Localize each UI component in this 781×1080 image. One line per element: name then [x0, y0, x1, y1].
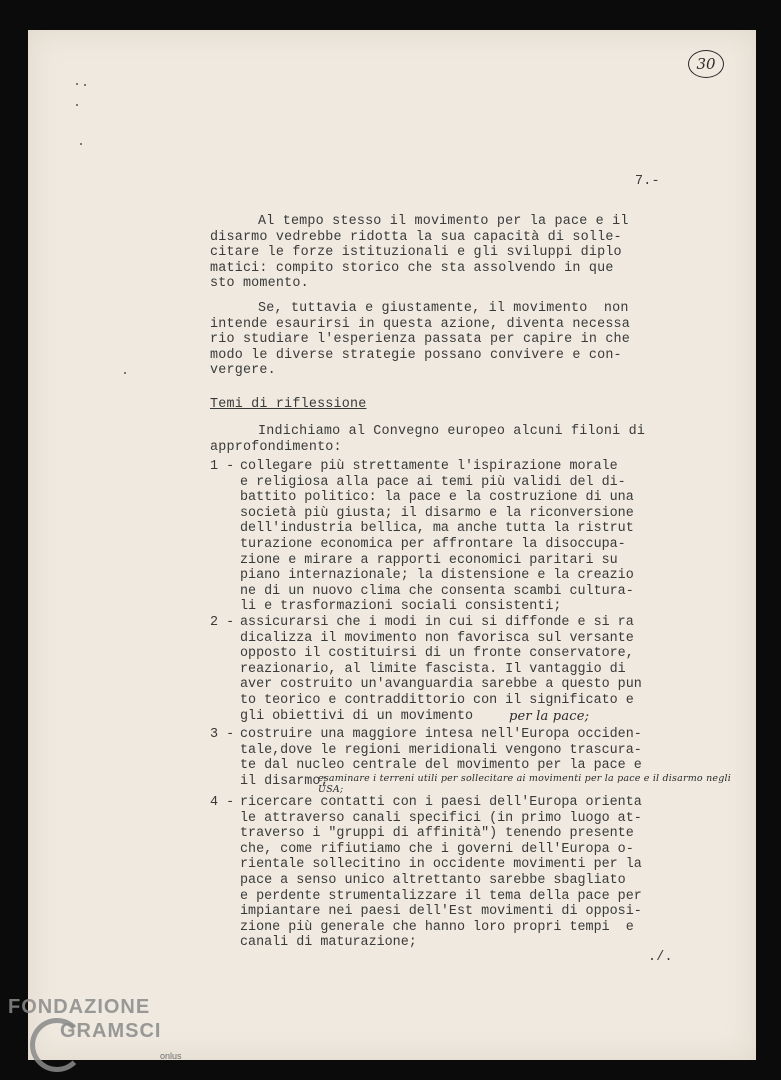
speck — [80, 143, 82, 145]
list-number: 2 - — [210, 615, 235, 630]
handwritten-annotation: esaminare i terreni utili per sollecitare ai movimenti per la pace e il disarmo negli USA; — [318, 773, 731, 795]
list-number: 1 - — [210, 459, 235, 474]
document-page — [28, 30, 756, 1060]
handwritten-note: per la pace; — [509, 709, 590, 724]
archive-page-stamp: 30 — [688, 50, 724, 78]
list-text: costruire una maggiore intesa nell'Europa occiden- tale,dove le regioni meridionali vengono trascura- te dal nucleo centrale del movimento per la pace e il disarmo; — [240, 727, 642, 789]
list-text: assicurarsi che i modi in cui si diffonde e si ra dicalizza il movimento non favorisca sul versante opposto il costituirsi di un fronte conservatore, reazionario, al limite fascista. Il vantaggio di aver costruito un'avanguardia sarebbe a questo pun to teorico e contraddittorio con il significato e gli obiettivi di un movimento — [240, 615, 642, 724]
list-number: 4 - — [210, 795, 235, 810]
continuation-mark: ./. — [648, 950, 673, 965]
paragraph-2: Se, tuttavia e giustamente, il movimento non intende esaurirsi in questa azione, diventa necessa rio studiare l'esperienza passata per capire in che modo le diverse strategie possano convivere e con- vergere. — [210, 301, 631, 379]
page-number: 7.- — [635, 174, 660, 189]
list-text: ricercare contatti con i paesi dell'Europa orienta le attraverso canali specifici (in primo luogo at- traverso i "gruppi di affinità") tenendo presente che, come rifiutiamo che i governi dell'Europa o- rientale sollecitino in occidente movimenti per la pace a senso unico altrettanto sarebbe sbagliato e perdente strumentalizzare il tema della pace per impiantare nei paesi dell'Est movimenti di opposi- zione più generale che hanno loro propri tempi e canali di maturazione; — [240, 795, 642, 951]
list-number: 3 - — [210, 727, 235, 742]
watermark-line-1: FONDAZIONE — [8, 996, 151, 1018]
list-text: collegare più strettamente l'ispirazione morale e religiosa alla pace ai temi più validi del di- battito politico: la pace e la costruzione di una società più giusta; il disarmo e la riconversione dell'industria bellica, ma anche tutta la ristrut turazione economica per affrontare la disoccupa- zione e mirare a rapporti economici paritari su piano internazionale; la distensione e la creazio ne di un nuovo clima che consenta scambi cultura- li e trasformazioni sociali consistenti; — [240, 459, 634, 615]
watermark-line-3: onlus — [160, 1051, 182, 1061]
watermark-line-2: GRAMSCI — [60, 1020, 162, 1042]
intro-paragraph: Indichiamo al Convegno europeo alcuni filoni di approfondimento: — [210, 424, 646, 455]
speck — [76, 104, 78, 106]
paragraph-1: Al tempo stesso il movimento per la pace e il disarmo vedrebbe ridotta la sua capacità di solle- citare le forze istituzionali e gli sviluppi diplo matici: compito storico che sta assolvendo in que sto momento. — [210, 214, 629, 292]
speck — [76, 83, 78, 85]
speck — [124, 372, 126, 374]
section-heading: Temi di riflessione — [210, 397, 367, 412]
speck — [84, 84, 86, 86]
